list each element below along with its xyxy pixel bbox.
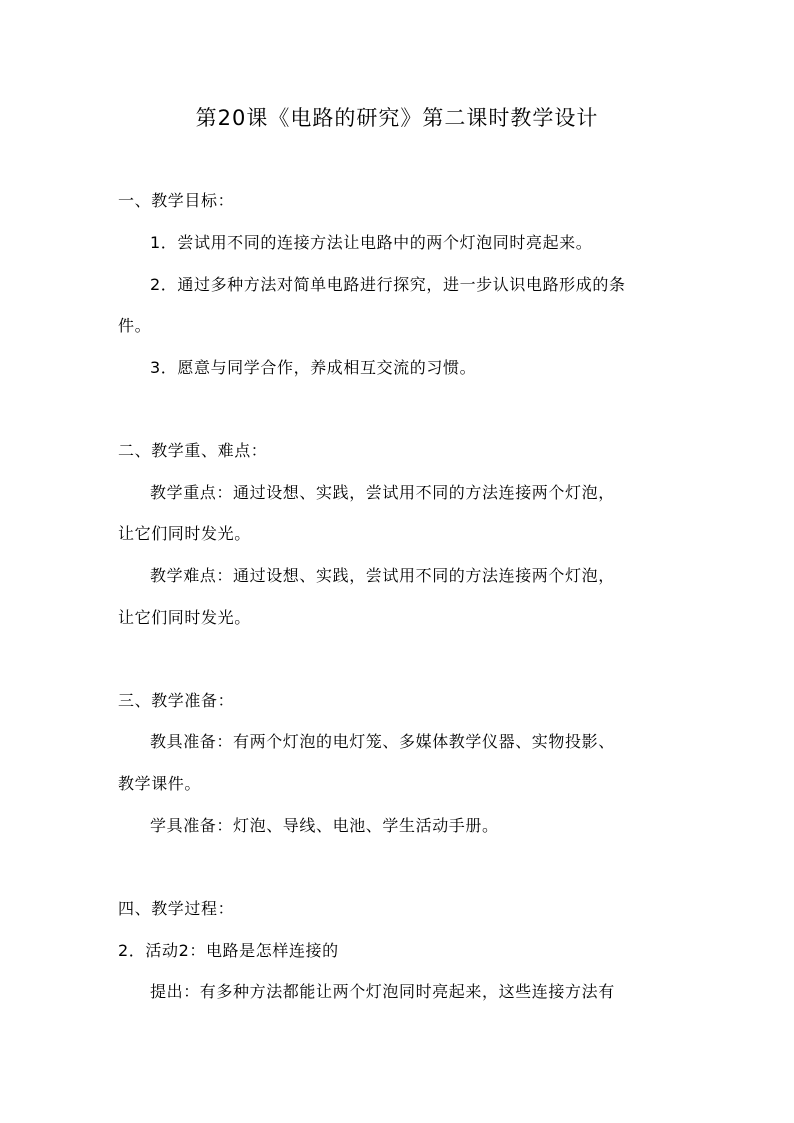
difficult-point-text-continued: 让它们同时发光。 <box>118 608 251 627</box>
teacher-materials-text: 教具准备：有两个灯泡的电灯笼、多媒体教学仪器、实物投影、 <box>150 732 615 751</box>
objective-item-3: 3．愿意与同学合作，养成相互交流的习惯。 <box>150 358 477 377</box>
objective-item-1: 1．尝试用不同的连接方法让电路中的两个灯泡同时亮起来。 <box>150 233 593 252</box>
student-materials-text: 学具准备：灯泡、导线、电池、学生活动手册。 <box>150 816 499 835</box>
key-point-text-continued: 让它们同时发光。 <box>118 524 251 543</box>
objective-item-2: 2．通过多种方法对简单电路进行探究，进一步认识电路形成的条 <box>150 275 626 294</box>
key-point-text: 教学重点：通过设想、实践，尝试用不同的方法连接两个灯泡， <box>150 483 615 502</box>
activity-heading: 2．活动2：电路是怎样连接的 <box>118 941 339 960</box>
proposal-text: 提出：有多种方法都能让两个灯泡同时亮起来，这些连接方法有 <box>150 982 615 1001</box>
objective-item-2-continued: 件。 <box>118 316 152 335</box>
difficult-point-text: 教学难点：通过设想、实践，尝试用不同的方法连接两个灯泡， <box>150 566 615 585</box>
section-heading-key-points: 二、教学重、难点： <box>118 441 268 460</box>
teacher-materials-text-continued: 教学课件。 <box>118 774 202 793</box>
section-heading-process: 四、教学过程： <box>118 899 235 918</box>
section-heading-objectives: 一、教学目标： <box>118 191 235 210</box>
section-heading-preparation: 三、教学准备： <box>118 691 235 710</box>
document-title: 第20课《电路的研究》第二课时教学设计 <box>195 106 599 130</box>
